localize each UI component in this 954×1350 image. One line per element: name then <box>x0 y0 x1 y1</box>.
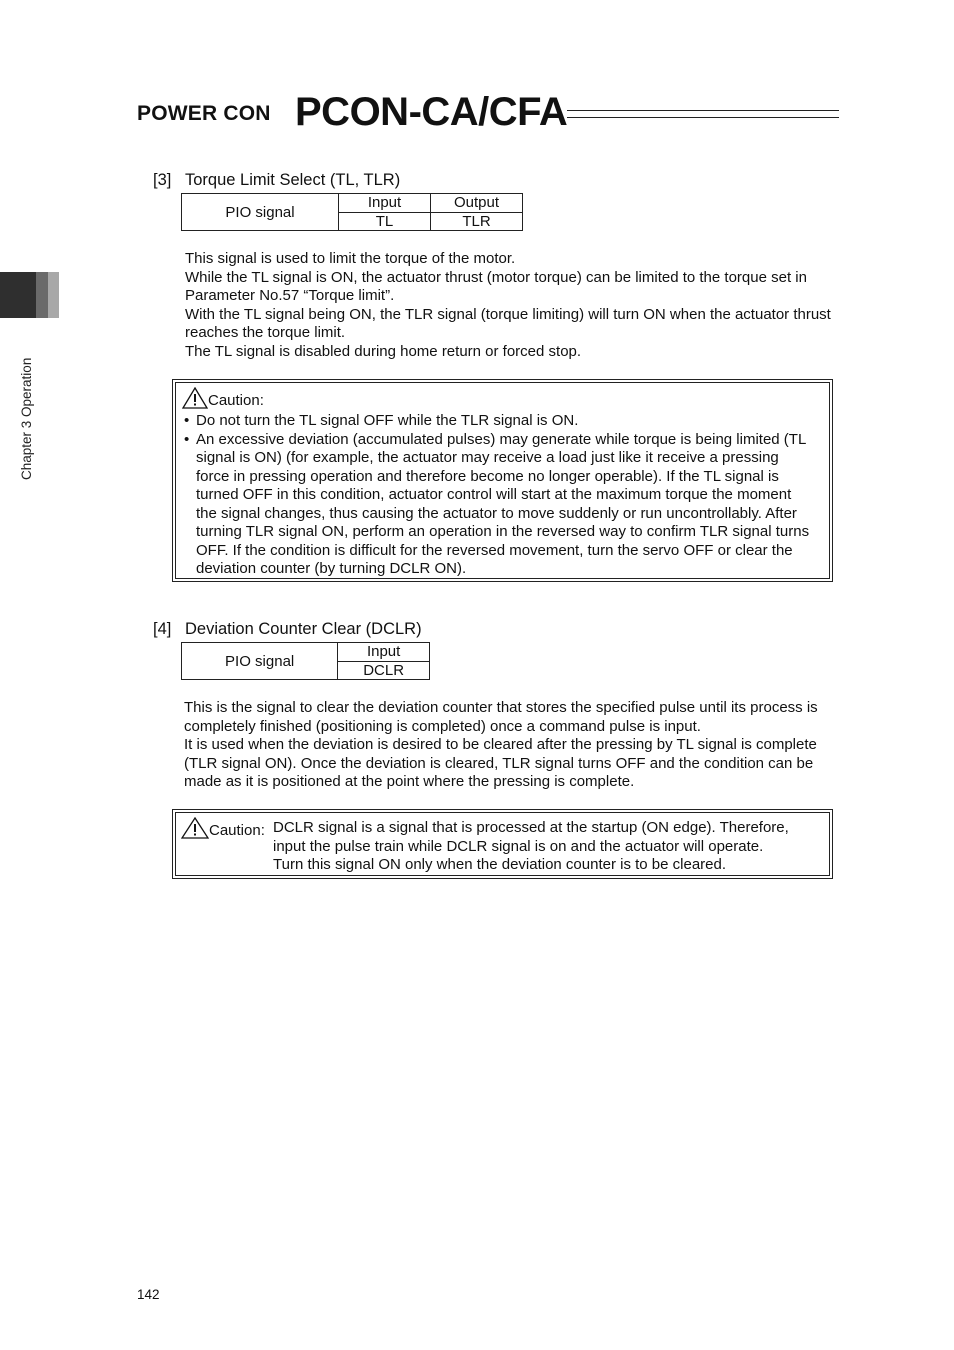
caution-box-inner <box>175 382 830 579</box>
brand-title: PCON-CA/CFA <box>295 90 568 134</box>
paragraph: This is the signal to clear the deviation counter that stores the specified pulse until its process is completely finished (positioning is completed) once a command pulse is input. <box>184 699 818 735</box>
section-3-title: Torque Limit Select (TL, TLR) <box>185 171 401 189</box>
caution-box-torque <box>172 379 833 582</box>
caution-header <box>182 387 264 411</box>
paragraph: This signal is used to limit the torque of the motor. <box>185 250 516 267</box>
chapter-tab-dark <box>0 272 36 318</box>
caution-item-text: An excessive deviation (accumulated pulses) may generate while torque is being limited (TL signal is ON) (for example, the actuator may receive a load just like it receive a pressing force in pressing operation and therefore become no longer operable). If the TL signal is turned OFF in this condition, actuator control will start at the maximum torque the moment the signal changes, thus causing the actuator to move suddenly or run uncontrollably. After turning TLR signal ON, perform an operation in the reversed way to confirm TLR signal turns OFF. If the condition is difficult for the reversed movement, turn the servo OFF or clear the deviation counter (by turning DCLR ON). <box>196 430 810 577</box>
header-rule-bottom <box>567 117 839 118</box>
section-3-description <box>185 250 845 361</box>
chapter-side-label: Chapter 3 Operation <box>19 357 34 480</box>
bullet-mark: • <box>184 412 190 429</box>
pio-signal-label: PIO signal <box>182 194 339 231</box>
caution-line: DCLR signal is a signal that is processed at the startup (ON edge). Therefore, <box>273 819 789 836</box>
caution-box-inner <box>175 812 830 876</box>
table-value-tlr: TLR <box>431 212 523 231</box>
caution-text <box>273 819 833 875</box>
caution-header <box>181 817 265 841</box>
page-number: 142 <box>137 1287 160 1302</box>
warning-triangle-icon <box>181 817 209 839</box>
section-4-description <box>184 699 846 792</box>
paragraph: It is used when the deviation is desired to be cleared after the pressing by TL signal is complete (TLR signal ON). Once the deviation is cleared, TLR signal turns OFF and the condition can be made as it is positioned at the point where the pressing is complete. <box>184 736 817 790</box>
table-value-dclr: DCLR <box>338 661 430 680</box>
caution-item <box>176 412 816 431</box>
caution-line: input the pulse train while DCLR signal is on and the actuator will operate. <box>273 837 764 855</box>
section-4-heading <box>153 620 422 639</box>
section-4-title: Deviation Counter Clear (DCLR) <box>185 620 422 638</box>
paragraph: While the TL signal is ON, the actuator thrust (motor torque) can be limited to the torque set in Parameter No.57 “Torque limit”. <box>185 268 807 304</box>
section-3-heading <box>153 171 400 190</box>
caution-box-dclr <box>172 809 833 879</box>
section-4-signal-table <box>181 642 430 680</box>
pio-signal-label: PIO signal <box>182 643 338 680</box>
table-header-input: Input <box>338 643 430 662</box>
table-header-output: Output <box>431 194 523 213</box>
caution-item-text: Do not turn the TL signal OFF while the TLR signal is ON. <box>196 412 579 429</box>
header-rule-top <box>567 110 839 111</box>
table-header-input: Input <box>339 194 431 213</box>
section-3-signal-table <box>181 193 523 231</box>
section-4-number: [4] <box>153 620 172 638</box>
paragraph: The TL signal is disabled during home return or forced stop. <box>185 342 582 360</box>
warning-triangle-icon <box>182 387 208 409</box>
caution-title: Caution: <box>209 822 265 839</box>
caution-item <box>176 431 816 579</box>
table-value-tl: TL <box>339 212 431 231</box>
chapter-tab-mid <box>36 272 48 318</box>
brand-subtitle: POWER CON <box>137 102 271 125</box>
caution-line: Turn this signal ON only when the deviation counter is to be cleared. <box>273 856 727 873</box>
caution-bullet-list <box>176 412 816 579</box>
paragraph: With the TL signal being ON, the TLR signal (torque limiting) will turn ON when the actuator thrust reaches the torque limit. <box>185 305 831 341</box>
caution-title: Caution: <box>208 392 264 409</box>
section-3-number: [3] <box>153 171 172 189</box>
bullet-mark: • <box>184 430 190 448</box>
chapter-tab-light <box>48 272 59 318</box>
